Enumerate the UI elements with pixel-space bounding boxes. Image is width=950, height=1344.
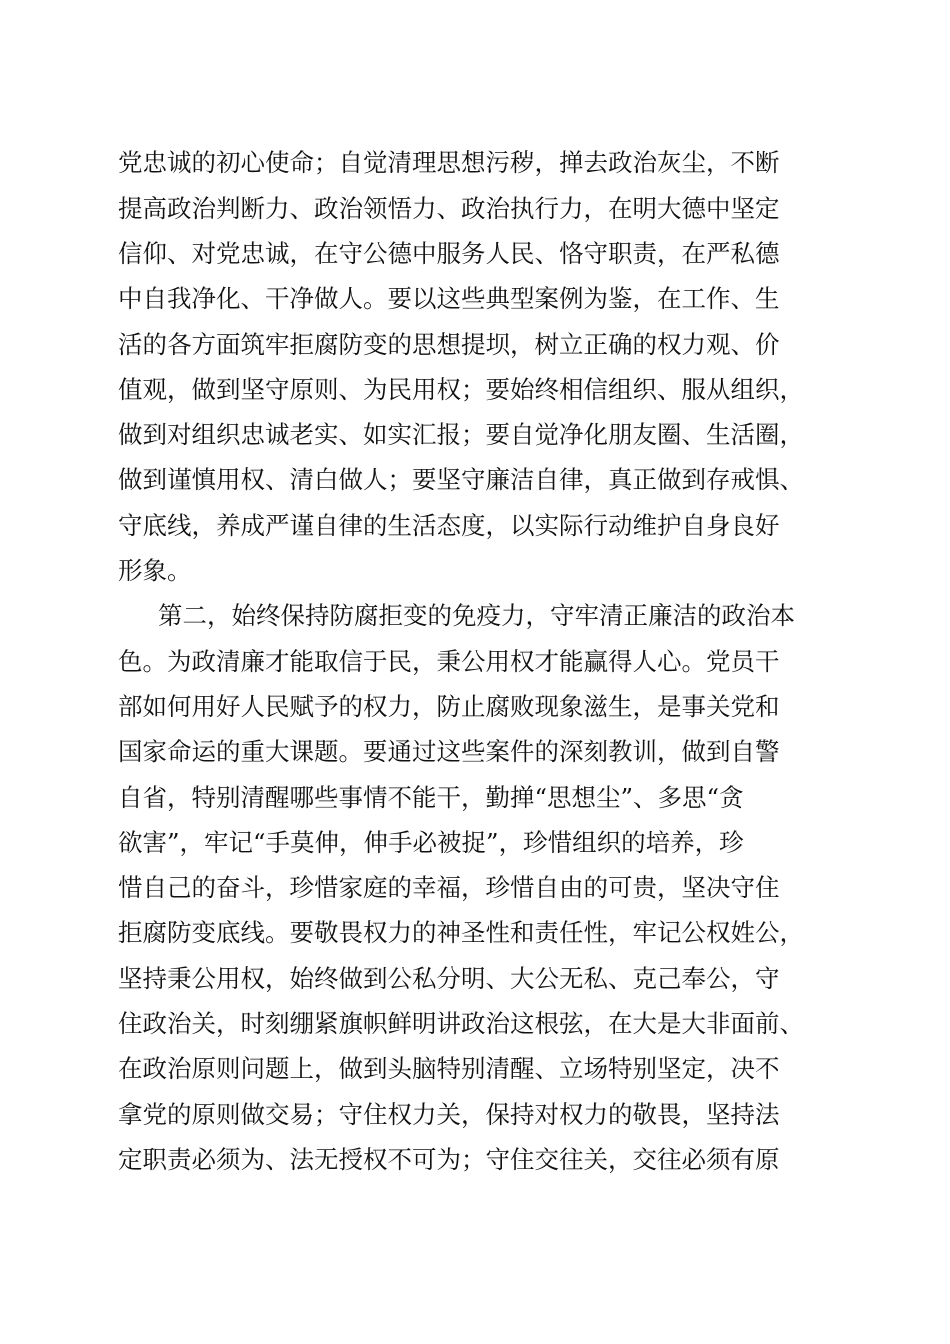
text-line: 活的各方面筑牢拒腐防变的思想提坝，树立正确的权力观、价: [118, 330, 780, 359]
text-line: 惜自己的奋斗，珍惜家庭的幸福，珍惜自由的可贵，坚决守住: [118, 873, 780, 902]
text-line: 拿党的原则做交易；守住权力关，保持对权力的敬畏，坚持法: [118, 1100, 780, 1129]
text-line: 党忠诚的初心使命；自觉清理思想污秽，掸去政治灰尘，不断: [118, 148, 780, 177]
text-line: 部如何用好人民赋予的权力，防止腐败现象滋生，是事关党和: [118, 692, 780, 721]
text-line: 住政治关，时刻绷紧旗帜鲜明讲政治这根弦，在大是大非面前、: [118, 1009, 804, 1038]
text-line: 拒腐防变底线。要敬畏权力的神圣性和责任性，牢记公权姓公，: [118, 918, 804, 947]
text-line: 定职责必须为、法无授权不可为；守住交往关，交往必须有原: [118, 1145, 780, 1174]
text-line: 在政治原则问题上，做到头脑特别清醒、立场特别坚定，决不: [118, 1054, 780, 1083]
paragraph-first-line: 第二，始终保持防腐拒变的免疫力，守牢清正廉洁的政治本: [158, 601, 795, 630]
text-line: 提高政治判断力、政治领悟力、政治执行力，在明大德中坚定: [118, 194, 780, 223]
text-line: 做到对组织忠诚老实、如实汇报；要自觉净化朋友圈、生活圈，: [118, 420, 804, 449]
text-line: 信仰、对党忠诚，在守公德中服务人民、恪守职责，在严私德: [118, 239, 780, 268]
text-line: 中自我净化、干净做人。要以这些典型案例为鉴，在工作、生: [118, 284, 780, 313]
text-line: 自省，特别清醒哪些事情不能干，勤掸“思想尘”、多思“贪: [118, 783, 744, 812]
text-line: 坚持秉公用权，始终做到公私分明、大公无私、克己奉公，守: [118, 964, 780, 993]
text-line: 国家命运的重大课题。要通过这些案件的深刻教训，做到自警: [118, 737, 780, 766]
text-line: 值观，做到坚守原则、为民用权；要始终相信组织、服从组织，: [118, 375, 804, 404]
text-line: 做到谨慎用权、清白做人；要坚守廉洁自律，真正做到存戒惧、: [118, 465, 804, 494]
text-line: 色。为政清廉才能取信于民，秉公用权才能赢得人心。党员干: [118, 647, 780, 676]
text-line: 欲害”，牢记“手莫伸，伸手必被捉”，珍惜组织的培养，珍: [118, 828, 744, 857]
text-line: 守底线，养成严谨自律的生活态度，以实际行动维护自身良好: [118, 511, 780, 540]
text-line: 形象。: [118, 556, 192, 585]
